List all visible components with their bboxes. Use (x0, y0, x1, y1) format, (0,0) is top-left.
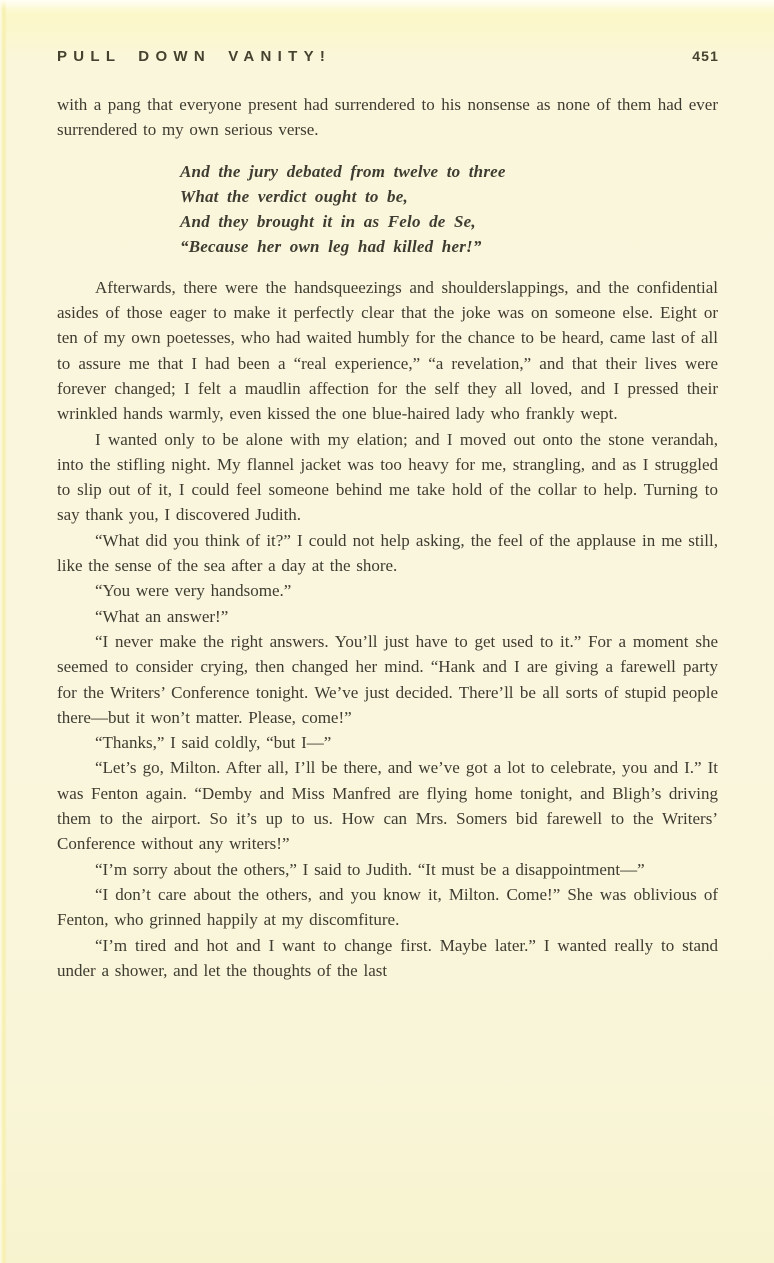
paragraph: “I’m tired and hot and I want to change first. Maybe later.” I wanted really to stand under a shower, and let the thoughts of the last (57, 935, 718, 980)
paragraph: I wanted only to be alone with my elation; and I moved out onto the stone verandah, into the stifling night. My flannel jacket was too heavy for me, strangling, and as I struggled to slip out of it, I could feel someone behind me take hold of the collar to help. Turning to say thank you, I discovered Judith. (57, 429, 718, 525)
poem-line: “Because her own leg had killed her!” (180, 237, 482, 257)
poem-block (180, 159, 718, 260)
running-head (57, 48, 719, 65)
page-left-edge-tint (0, 0, 7, 1263)
page-number: 451 (692, 48, 719, 64)
text-block (57, 92, 718, 983)
paragraph: “What an answer!” (95, 606, 229, 626)
paragraph: “You were very handsome.” (95, 581, 292, 601)
opening-paragraph: with a pang that everyone present had surrendered to his nonsense as none of them had ever surrendered to my own serious verse. (57, 95, 718, 140)
running-head-title: PULL DOWN VANITY! (57, 48, 332, 65)
poem-line: And the jury debated from twelve to three (180, 161, 506, 181)
paragraph: “I’m sorry about the others,” I said to Judith. “It must be a disappointment—” (95, 859, 645, 879)
poem-line: And they brought it in as Felo de Se, (180, 212, 476, 232)
paragraph: Afterwards, there were the handsqueezings and shoulderslappings, and the confidential asides of those eager to make it perfectly clear that the joke was on someone else. Eight or ten of my own poetesses, who had waited humbly for the chance to be heard, came last of all to assure me that I had been a “real experience,” “a revelation,” and that their lives were forever changed; I felt a maudlin affection for the self they all loved, and I pressed their wrinkled hands warmly, even kissed the one blue-haired lady who frankly wept. (57, 277, 718, 424)
paragraph: “What did you think of it?” I could not help asking, the feel of the applause in me still, like the sense of the sea after a day at the shore. (57, 530, 718, 576)
paragraph: “Thanks,” I said coldly, “but I—” (95, 733, 332, 753)
paragraph: “I don’t care about the others, and you know it, Milton. Come!” She was oblivious of Fenton, who grinned happily at my discomfiture. (57, 884, 718, 930)
paragraph: “I never make the right answers. You’ll just have to get used to it.” For a moment she seemed to consider crying, then changed her mind. “Hank and I are giving a farewell party for the Writers’ Conference tonight. We’ve just decided. There’ll be all sorts of stupid people there—but it won’t matter. Please, come!” (57, 631, 718, 727)
poem-line: What the verdict ought to be, (180, 186, 408, 206)
page-top-edge-tint (0, 0, 774, 9)
paragraph: “Let’s go, Milton. After all, I’ll be there, and we’ve got a lot to celebrate, you and I.” It was Fenton again. “Demby and Miss Manfred are flying home tonight, and Bligh’s driving them to the airport. So it’s up to us. How can Mrs. Somers bid farewell to the Writers’ Conference without any writers!” (57, 758, 718, 854)
